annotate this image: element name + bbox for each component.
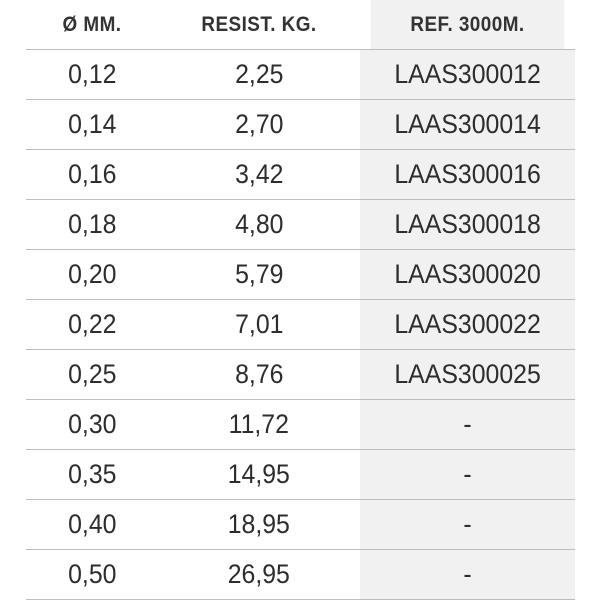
diameter-cell [26, 400, 158, 449]
header-reference: REF. 3000M. [371, 0, 565, 49]
diameter-cell [26, 450, 158, 499]
resistance-value: 2,70 [234, 109, 284, 139]
resistance-cell [158, 450, 360, 499]
diameter-cell [26, 50, 158, 99]
diameter-cell [26, 200, 158, 249]
reference-cell [360, 250, 575, 299]
diameter-cell [26, 500, 158, 549]
resistance-value: 26,95 [227, 559, 291, 589]
resistance-cell [158, 150, 360, 199]
diameter-cell [26, 250, 158, 299]
header-diameter: Ø MM. [62, 12, 122, 36]
resistance-cell [158, 50, 360, 99]
resistance-value: 2,25 [234, 59, 284, 89]
resistance-value: 7,01 [234, 309, 284, 339]
diameter-value: 0,16 [67, 159, 117, 189]
diameter-cell [26, 550, 158, 599]
table-row [26, 400, 575, 450]
diameter-value: 0,14 [67, 109, 117, 139]
table-row [26, 250, 575, 300]
resistance-value: 14,95 [227, 459, 291, 489]
diameter-value: 0,30 [67, 409, 117, 439]
diameter-cell [26, 350, 158, 399]
diameter-value: 0,22 [67, 309, 117, 339]
reference-cell [360, 100, 575, 149]
resistance-cell [158, 550, 360, 599]
reference-cell [360, 350, 575, 399]
table-row [26, 150, 575, 200]
reference-value: LAAS300014 [394, 109, 541, 139]
resistance-cell [158, 100, 360, 149]
resistance-cell [158, 350, 360, 399]
reference-value: LAAS300016 [394, 159, 541, 189]
diameter-value: 0,50 [67, 559, 117, 589]
diameter-value: 0,12 [67, 59, 117, 89]
diameter-value: 0,20 [67, 259, 117, 289]
resistance-value: 3,42 [234, 159, 284, 189]
reference-cell [360, 50, 575, 99]
resistance-cell [158, 200, 360, 249]
reference-cell [360, 200, 575, 249]
table-row [26, 300, 575, 350]
reference-value: - [463, 459, 472, 489]
diameter-value: 0,25 [67, 359, 117, 389]
reference-value: LAAS300022 [394, 309, 541, 339]
reference-cell [360, 400, 575, 449]
table-row [26, 50, 575, 100]
diameter-value: 0,35 [67, 459, 117, 489]
resistance-cell [158, 500, 360, 549]
reference-cell [360, 500, 575, 549]
table-row [26, 550, 575, 600]
diameter-cell [26, 300, 158, 349]
table-row [26, 500, 575, 550]
reference-value: LAAS300020 [394, 259, 541, 289]
table-header [26, 0, 575, 50]
table-row [26, 450, 575, 500]
resistance-cell [158, 250, 360, 299]
diameter-cell [26, 100, 158, 149]
table-row [26, 350, 575, 400]
resistance-cell [158, 400, 360, 449]
resistance-value: 8,76 [234, 359, 284, 389]
diameter-cell [26, 150, 158, 199]
resistance-cell [158, 300, 360, 349]
reference-value: LAAS300012 [394, 59, 541, 89]
header-resistance: RESIST. KG. [201, 12, 317, 36]
reference-value: - [463, 409, 472, 439]
resistance-value: 18,95 [227, 509, 291, 539]
reference-value: LAAS300025 [394, 359, 541, 389]
reference-cell [360, 450, 575, 499]
resistance-value: 11,72 [228, 409, 290, 439]
diameter-value: 0,18 [67, 209, 117, 239]
spec-table [26, 0, 575, 600]
table-row [26, 200, 575, 250]
reference-value: LAAS300018 [394, 209, 541, 239]
reference-cell [360, 300, 575, 349]
table-row [26, 100, 575, 150]
diameter-value: 0,40 [67, 509, 117, 539]
reference-cell [360, 150, 575, 199]
reference-value: - [463, 509, 472, 539]
reference-value: - [463, 559, 472, 589]
reference-cell [360, 550, 575, 599]
resistance-value: 5,79 [234, 259, 284, 289]
resistance-value: 4,80 [234, 209, 284, 239]
